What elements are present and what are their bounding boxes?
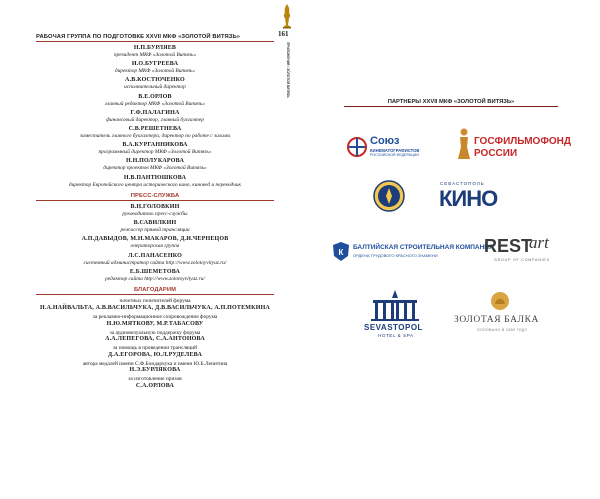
working-group-title: РАБОЧАЯ ГРУППА ПО ПОДГОТОВКЕ XXVII МКФ «ЗОЛОТОЙ ВИТЯЗЬ» bbox=[36, 34, 241, 40]
thanks-line: за помощь в проведении трансляций bbox=[112, 345, 198, 352]
member-role: исполнительный директор bbox=[124, 84, 186, 91]
member-role: директор Европейского центра исторического кино, киновед и переводчик bbox=[68, 181, 242, 188]
thanks-line: за рекламно-информационное сопровождение форума bbox=[92, 314, 218, 321]
logo-sevastopol-hotel: SEVASTOPOL HOTEL & SPA bbox=[362, 288, 428, 344]
member-name: А.В.КОСТЮЧЕНКО bbox=[125, 77, 185, 84]
hotel-building-icon bbox=[365, 288, 425, 322]
member-role: руководитель пресс-службы bbox=[122, 211, 188, 218]
golden-knight-emblem-icon bbox=[280, 3, 294, 29]
logo-restart: REST art GROUP OF COMPANIES bbox=[484, 233, 550, 262]
thanks-name: Д.А.ЕГОРОВА, Ю.Л.РУДЕЛЕВА bbox=[107, 351, 203, 358]
thanks-name: Н.Ю.МЯТКОВУ, М.Р.ТАБАСОВУ bbox=[106, 320, 204, 327]
logo-zolotaya-balka: ЗОЛОТАЯ БАЛКА ОСНОВАНО В 1889 ГОДУ bbox=[454, 290, 546, 338]
thanks-line: за изготовление призов bbox=[128, 376, 182, 383]
member-name: Н.Н.ПОЛУКАРОВА bbox=[126, 158, 184, 165]
spine-label: ПРИЛОЖЕНИЯ • ЗОЛОТОЙ ВИТЯЗЬ bbox=[286, 42, 290, 98]
member-role: программный директор МКФ «Золотой Витязь» bbox=[98, 149, 212, 156]
member-role: операторская группа bbox=[130, 243, 180, 250]
member-name: В.САВИЛКИН bbox=[133, 220, 177, 227]
thanks-line: почетных попечителей форума bbox=[119, 298, 191, 305]
page-number: 161 bbox=[278, 30, 289, 38]
logo-sevastopol-kino: СЕВАСТОПОЛЬ КИНО bbox=[439, 181, 498, 211]
member-role: режиссер прямой трансляции bbox=[120, 227, 190, 234]
member-name: А.П.ДАВЫДОВ, М.Н.МАКАРОВ, Д.И.ЧЕРНЕЦОВ bbox=[81, 236, 229, 243]
divider bbox=[344, 106, 558, 107]
thanks-name: А.А.ЛЕПЕГОВА, С.А.АНТОНОВА bbox=[105, 336, 205, 343]
soyuz-emblem-icon bbox=[346, 135, 368, 159]
working-group-list bbox=[36, 45, 274, 188]
left-column bbox=[36, 34, 274, 390]
member-name: Л.С.ПАНАСЕНКО bbox=[128, 252, 182, 259]
member-name: В.Е.ОРЛОВ bbox=[138, 93, 172, 100]
bsk-shield-icon bbox=[332, 242, 350, 262]
press-title: ПРЕСС-СЛУЖБА bbox=[130, 193, 180, 200]
thanks-line: за аудиовизуальную поддержку форума bbox=[109, 329, 201, 336]
thanks-list bbox=[36, 298, 274, 390]
member-role: директор проектов МКФ «Золотой Витязь» bbox=[103, 165, 207, 172]
member-name: Н.П.БУРЛЯЕВ bbox=[133, 45, 177, 51]
member-role: главный редактор МКФ «Золотой Витязь» bbox=[104, 100, 205, 107]
member-name: С.В.РЕШЕТНЕВА bbox=[128, 125, 182, 132]
press-list bbox=[36, 204, 274, 282]
divider bbox=[36, 294, 274, 295]
divider bbox=[36, 200, 274, 201]
thanks-title: БЛАГОДАРИМ bbox=[133, 287, 177, 294]
member-name: Н.В.ПАНТЮШКОВА bbox=[123, 174, 187, 181]
member-role: заместитель главного бухгалтера, директор по работе с залами bbox=[79, 132, 231, 139]
logo-soyuz-kinematografistov: Союз КИНЕМАТОГРАФИСТОВ РОССИЙСКОЙ ФЕДЕРАЦИИ bbox=[346, 133, 436, 161]
lion-crest-icon bbox=[489, 290, 511, 312]
svg-text:К: К bbox=[338, 248, 344, 257]
thanks-name: Н.А.НАЙВАЛЬТА, А.В.ВАСИЛЬЧУКА, Д.В.ВАСИЛЬЧУКА, А.П.ПОТЕМКИНА bbox=[40, 305, 270, 312]
member-name: Г.Ф.ПАЛАГИНА bbox=[130, 109, 180, 116]
member-role: системный администратор сайта http://www.zolotoyvityaz.ru/ bbox=[83, 259, 227, 266]
round-emblem-icon bbox=[373, 180, 405, 212]
gosfilmofond-figure-icon bbox=[455, 127, 473, 161]
member-name: И.О.БУГРЕЕВА bbox=[131, 61, 179, 68]
member-role: президент МКФ «Золотой Витязь» bbox=[113, 52, 197, 58]
thanks-name: Н.Э.БУРЛЯКОВА bbox=[129, 367, 181, 374]
partners-section bbox=[344, 99, 558, 107]
member-role: финансовый директор, главный бухгалтер bbox=[106, 116, 204, 123]
member-role: редактор сайта http://www.zolotoyvityaz.ru/ bbox=[105, 275, 205, 282]
member-name: Е.Б.ШЕМЕТОВА bbox=[129, 268, 181, 275]
thanks-line: автора медалей имени С.Ф.Бондарчука и имени Ю.Б.Ленитина bbox=[82, 360, 228, 367]
logo-gosfilmofond: ГОСФИЛЬМОФОНД РОССИИ bbox=[455, 127, 565, 163]
partners-title: ПАРТНЕРЫ XXVII МКФ «ЗОЛОТОЙ ВИТЯЗЬ» bbox=[387, 99, 515, 105]
member-role: директор МКФ «Золотой Витязь» bbox=[114, 68, 196, 75]
thanks-name: С.А.ОРЛОВА bbox=[135, 383, 175, 389]
divider bbox=[36, 41, 274, 42]
member-name: В.А.КУРГАННИКОВА bbox=[122, 142, 188, 149]
member-name: В.Н.ГОЛОВКИН bbox=[130, 204, 180, 211]
logo-baltic-construction-company: К БАЛТИЙСКАЯ СТРОИТЕЛЬНАЯ КОМПАНИЯ ОРДЕНА ТРУДОВОГО КРАСНОГО ЗНАМЕНИ bbox=[332, 241, 472, 265]
